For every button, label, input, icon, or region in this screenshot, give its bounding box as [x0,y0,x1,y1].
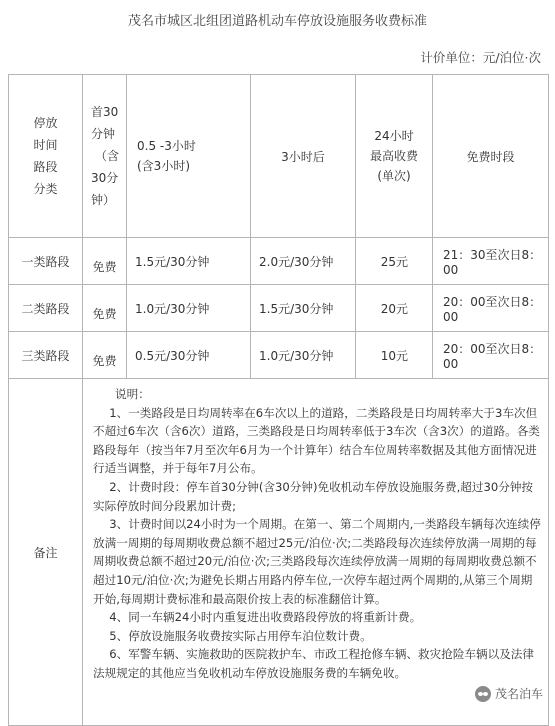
note-item: 1、一类路段是日均周转率在6车次以上的道路，二类路段是日均周转率大于3车次但不超过6车次（含6次）道路，三类路段是日均周转率低于3车次（含3次）的道路。各类路段每年（按当年7月至次年6月为一个计算年）结合车位周转率数据及其他方面情况进行适当调整，并于每年7月公布。 [93,405,540,476]
fee-table [8,74,549,726]
row-rate2: 2.0元/30分钟 [251,238,356,285]
note-item: 2、计费时段：停车首30分钟(含30分钟)免收机动车停放设施服务费,超过30分钟按实际停放时间分段累加计费; [93,479,534,513]
note-item: 4、同一车辆24小时内重复进出收费路段停放的将重新计费。 [109,610,422,625]
note-item: 6、军警车辆、实施救助的医院救护车、市政工程抢修车辆、救灾抢险车辆以及法律法规规定的其他应当免收机动车停放设施服务费的车辆免收。 [93,647,534,680]
row-first30: 免费 [83,332,127,379]
row-name: 一类路段 [9,238,83,285]
header-range-0-5-3: 0.5 -3小时 (含3小时) [127,75,251,238]
note-item: 5、停放设施服务收费按实际占用停车泊位数计费。 [109,628,372,643]
row-rate1: 1.0元/30分钟 [127,285,251,332]
watermark [475,685,543,702]
row-rate2: 1.0元/30分钟 [251,332,356,379]
row-rate1: 0.5元/30分钟 [127,332,251,379]
header-first30: 首30 分钟 （含 30分 钟） [83,75,127,238]
header-freetime: 免费时段 [433,75,549,238]
header-after3: 3小时后 [251,75,356,238]
row-freetime: 21：30至次日8：00 [433,238,549,285]
page-title: 茂名市城区北组团道路机动车停放设施服务收费标准 [127,14,427,29]
row-freetime: 20：00至次日8：00 [433,332,549,379]
notes-heading: 说明： [115,387,150,401]
row-name: 二类路段 [9,285,83,332]
row-cap: 20元 [356,285,433,332]
row-cap: 25元 [356,238,433,285]
row-first30: 免费 [83,238,127,285]
notes-row [9,379,549,726]
row-name: 三类路段 [9,332,83,379]
row-cap: 10元 [356,332,433,379]
table-row [9,285,549,332]
table-row [9,332,549,379]
notes-content [83,379,549,726]
table-row [9,238,549,285]
notes-label: 备注 [9,379,83,726]
watermark-text: 茂名泊车 [494,687,543,701]
header-cap: 24小时 最高收费 (单次) [356,75,433,238]
row-rate1: 1.5元/30分钟 [127,238,251,285]
row-freetime: 20：00至次日8：00 [433,285,549,332]
header-category: 停放 时间 路段 分类 [9,75,83,238]
table-header-row [9,75,549,238]
row-first30: 免费 [83,285,127,332]
row-rate2: 1.5元/30分钟 [251,285,356,332]
wechat-icon [475,686,491,702]
unit-label: 计价单位：元/泊位·次 [420,50,541,65]
note-item: 3、计费时间以24小时为一个周期。在第一、第二个周期内,一类路段车辆每次连续停放满一周期的每周期收费总额不超过25元/泊位·次;二类路段每次连续停放满一周期的每周期收费总额不超过20元/泊位·次;三类路段每次连续停放满一周期的每周期收费总额不超过10元/泊位·次;为避免长期占用路内停车位,一次停车超过两个周期的,从第三个周期开始,每周期计费标准和最高限价按上表的标准翻倍计算。 [93,517,541,606]
